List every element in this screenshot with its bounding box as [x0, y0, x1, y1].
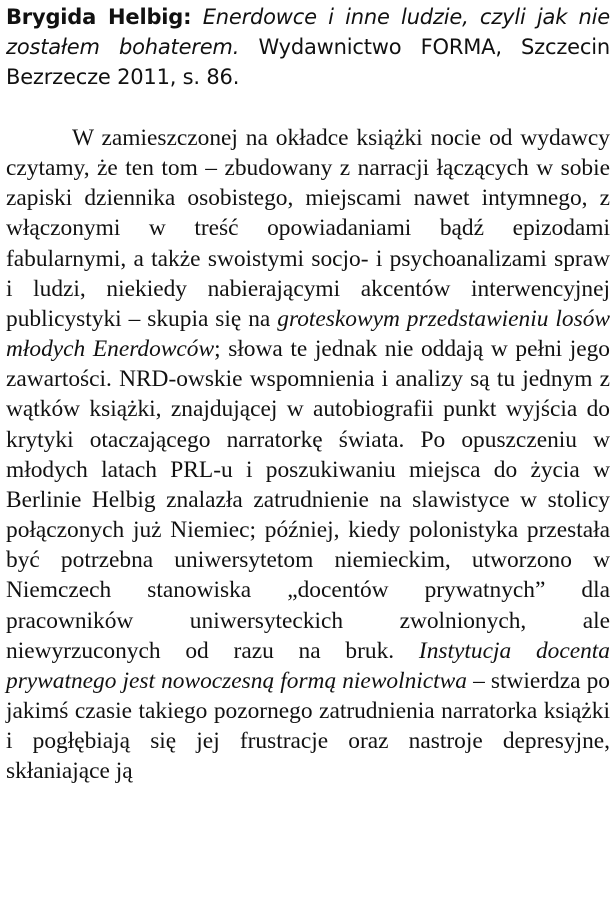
- book-title: Enerdowce i inne ludzie, czyli jak nie zostałem bohaterem.: [6, 5, 610, 59]
- review-text-part-2: ; słowa te jednak nie oddają w pełni jego zawartości. NRD-owskie wspomnienia i analizy są tu jednym z wątków książki, znajdującej w autobiografii punkt wyjścia do krytyki otaczającego narratorkę świata. Po opuszczeniu w młodych latach PRL-u i poszukiwaniu miejsca do życia w Berlinie Helbig znalazła zatrudnienie na slawistyce w stolicy połączonych już Niemiec; później, kiedy polonistyka przestała być potrzebna uniwersytetom niemieckim, utworzono w Niemczech stanowiska „docentów prywatnych” dla pracowników uniwersyteckich zwolnionych, ale niewyrzuconych od razu na bruk.: [6, 336, 611, 664]
- review-text-part-1: W zamieszczonej na okładce książki nocie od wydawcy czytamy, że ten tom – zbudowany z narracji łączących w sobie zapiski dziennika osobistego, miejscami nawet intymnego, z włączonymi w treść opowiadaniami bądź epizodami fabularnymi, a także swoistymi socjo- i psychoanalizami spraw i ludzi, niekiedy nabierającymi akcentów interwencyjnej publicystyki – skupia się na: [6, 125, 610, 332]
- review-text-part-3: – stwierdza po jakimś czasie takiego pozornego zatrudnienia narratorka książki i pogłębiają się jej frustracje oraz nastroje depresyjne, skłaniające ją: [6, 667, 610, 785]
- review-italic-phrase-2: Instytucja docenta prywatnego jest nowoczesną formą niewolnictwa: [6, 637, 610, 694]
- publisher-info: Wydawnictwo FORMA, Szczecin Bezrzecze 2011, s. 86.: [6, 35, 610, 89]
- author-name: Brygida Helbig:: [6, 5, 192, 29]
- document-page: [6, 0, 610, 786]
- review-italic-phrase-1: groteskowym przedstawieniu losów młodych Enerdowców: [6, 305, 610, 363]
- bibliographic-note: [6, 0, 610, 92]
- review-paragraph: [6, 123, 610, 786]
